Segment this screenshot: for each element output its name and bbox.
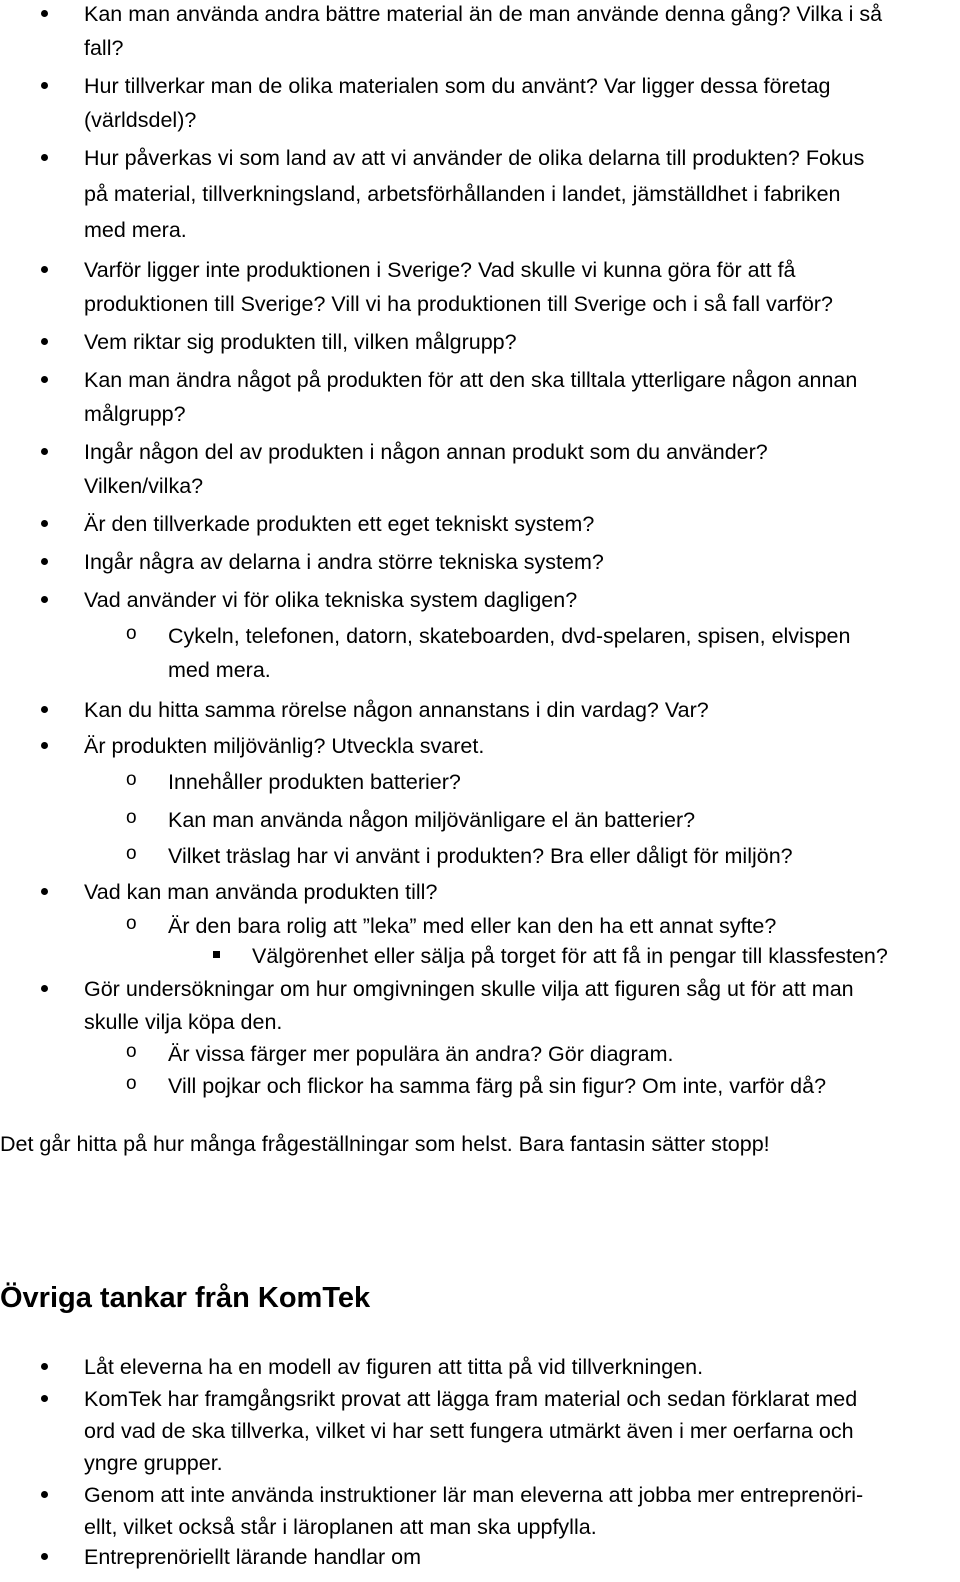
list-item-line: Är produkten miljövänlig? Utveckla svaret. (84, 734, 485, 758)
bullet-icon (41, 985, 48, 992)
list-item-line: Vilken/vilka? (84, 474, 204, 498)
list-item-line: Kan man använda andra bättre material än de man använde denna gång? Vilka i så (84, 2, 883, 26)
list-item-line: på material, tillverkningsland, arbetsförhållanden i landet, jämställdhet i fabriken (84, 182, 841, 206)
list-item-line: Kan du hitta samma rörelse någon annanstans i din vardag? Var? (84, 698, 709, 722)
section-heading: Övriga tankar från KomTek (0, 1282, 371, 1314)
sub-list-item-line: Innehåller produkten batterier? (168, 770, 461, 794)
bullet-icon (41, 376, 48, 383)
closing-paragraph: Det går hitta på hur många frågeställningar som helst. Bara fantasin sätter stopp! (0, 1132, 770, 1156)
list-item-line: Hur påverkas vi som land av att vi använder de olika delarna till produkten? Fokus (84, 146, 865, 170)
bullet-icon (41, 266, 48, 273)
list-item-line: Vad använder vi för olika tekniska system dagligen? (84, 588, 578, 612)
circle-bullet-icon: o (126, 769, 137, 790)
bullet-icon (41, 742, 48, 749)
sub-list-item-line: Kan man använda någon miljövänligare el än batterier? (168, 808, 696, 832)
list-item-line: Kan man ändra något på produkten för att den ska tilltala ytterligare någon annan (84, 368, 858, 392)
square-bullet-icon (213, 951, 220, 958)
bullet-icon (41, 596, 48, 603)
list-item-line: Låt eleverna ha en modell av figuren att titta på vid tillverkningen. (84, 1355, 704, 1379)
circle-bullet-icon: o (126, 843, 137, 864)
bullet-icon (41, 1491, 48, 1498)
sub-list-item-line: Vill pojkar och flickor ha samma färg på sin figur? Om inte, varför då? (168, 1074, 827, 1098)
bullet-icon (41, 520, 48, 527)
list-item-line: med mera. (84, 218, 187, 242)
list-item-line: Är den tillverkade produkten ett eget tekniskt system? (84, 512, 595, 536)
circle-bullet-icon: o (126, 807, 137, 828)
bullet-icon (41, 448, 48, 455)
list-item-line: Ingår några av delarna i andra större tekniska system? (84, 550, 604, 574)
bullet-icon (41, 1395, 48, 1402)
bullet-icon (41, 1363, 48, 1370)
sub-list-item-line: Cykeln, telefonen, datorn, skateboarden, dvd-spelaren, spisen, elvispen (168, 624, 851, 648)
bullet-icon (41, 338, 48, 345)
list-item-line: ellt, vilket också står i läroplanen att man ska uppfylla. (84, 1515, 597, 1539)
bullet-icon (41, 154, 48, 161)
bullet-icon (41, 888, 48, 895)
bullet-icon (41, 558, 48, 565)
list-item-line: yngre grupper. (84, 1451, 223, 1475)
list-item-line: Vad kan man använda produkten till? (84, 880, 438, 904)
list-item-line: ord vad de ska tillverka, vilket vi har sett fungera utmärkt även i mer oerfarna och (84, 1419, 854, 1443)
sub-list-item-line: Vilket träslag har vi använt i produkten? Bra eller dåligt för miljön? (168, 844, 793, 868)
list-item-line: fall? (84, 36, 124, 60)
bullet-icon (41, 82, 48, 89)
list-item-line: Gör undersökningar om hur omgivningen skulle vilja att figuren såg ut för att man (84, 977, 854, 1001)
list-item-line: produktionen till Sverige? Vill vi ha produktionen till Sverige och i så fall varför? (84, 292, 833, 316)
bullet-icon (41, 1553, 48, 1560)
sub-list-item-line: Är vissa färger mer populära än andra? Gör diagram. (168, 1042, 674, 1066)
list-item-line: Ingår någon del av produkten i någon annan produkt som du använder? (84, 440, 768, 464)
bullet-icon (41, 706, 48, 713)
list-item-line: (världsdel)? (84, 108, 197, 132)
list-item-line: Entreprenöriellt lärande handlar om (84, 1545, 422, 1569)
list-item-line: Genom att inte använda instruktioner lär man eleverna att jobba mer entreprenöri- (84, 1483, 864, 1507)
bullet-icon (41, 10, 48, 17)
list-item-line: målgrupp? (84, 402, 186, 426)
list-item-line: Varför ligger inte produktionen i Sverige? Vad skulle vi kunna göra för att få (84, 258, 796, 282)
circle-bullet-icon: o (126, 1041, 137, 1062)
sub-list-item-line: med mera. (168, 658, 271, 682)
sub-sub-list-item-line: Välgörenhet eller sälja på torget för att få in pengar till klassfesten? (252, 944, 888, 968)
list-item-line: Vem riktar sig produkten till, vilken målgrupp? (84, 330, 517, 354)
list-item-line: Hur tillverkar man de olika materialen som du använt? Var ligger dessa företag (84, 74, 831, 98)
circle-bullet-icon: o (126, 1073, 137, 1094)
circle-bullet-icon: o (126, 913, 137, 934)
sub-list-item-line: Är den bara rolig att ”leka” med eller kan den ha ett annat syfte? (168, 914, 777, 938)
list-item-line: KomTek har framgångsrikt provat att lägga fram material och sedan förklarat med (84, 1387, 858, 1411)
list-item-line: skulle vilja köpa den. (84, 1010, 283, 1034)
circle-bullet-icon: o (126, 623, 137, 644)
